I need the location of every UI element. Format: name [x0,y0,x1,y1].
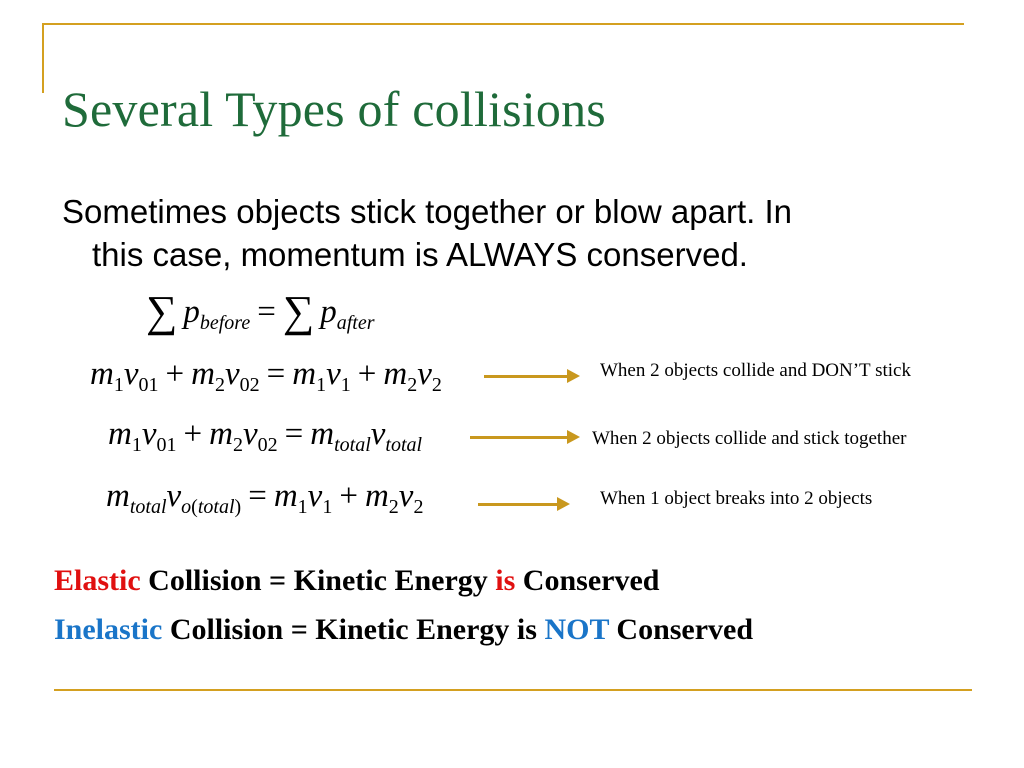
m-symbol: m [273,478,298,514]
subscript: 02 [257,434,278,456]
subscript: 2 [413,496,424,518]
intro-text [62,190,942,276]
v-symbol: v [224,356,240,392]
subscript: 1 [131,434,142,456]
m-symbol: m [108,416,132,452]
note-elastic: When 2 objects collide and DON’T stick [600,360,911,381]
p-symbol: p [183,294,200,330]
equals-sign: = [257,294,276,330]
plus-sign: + [357,356,377,392]
definition-text: Collision = Kinetic Energy is [162,613,545,646]
v-symbol: v [398,478,414,514]
v-symbol: v [242,416,258,452]
intro-line-1: Sometimes objects stick together or blow apart. In [62,193,792,230]
m-symbol: m [364,478,389,514]
arrow-right-icon [470,430,580,444]
p-symbol: p [320,294,337,330]
sub-before: before [199,312,251,334]
paren: ( [191,496,198,518]
v-symbol: v [123,356,139,392]
elastic-equation [90,356,442,396]
v-symbol: v [417,356,432,392]
m-symbol: m [209,416,233,452]
inelastic-term: Inelastic [54,613,163,646]
plus-sign: + [339,478,358,514]
definition-text: Conserved [608,613,754,646]
subscript: 2 [388,496,399,518]
elastic-definition [54,564,659,598]
sigma-symbol: ∑ [146,287,178,336]
subscript: 2 [232,434,243,456]
not-word: NOT [544,613,609,646]
m-symbol: m [106,478,130,514]
subscript: 1 [316,374,327,396]
subscript: 1 [297,496,308,518]
m-symbol: m [310,416,335,452]
inelastic-definition [54,613,753,647]
subscript: 01 [156,434,177,456]
explosion-equation [106,478,424,518]
v-symbol: v [326,356,341,392]
subscript: total [129,496,167,518]
subscript: total [334,434,371,456]
is-word: is [495,564,516,597]
subscript: o [181,496,192,518]
note-breaks-apart: When 1 object breaks into 2 objects [600,488,873,509]
top-rule [42,23,964,25]
subscript: 1 [113,374,124,396]
m-symbol: m [383,356,408,392]
perfectly-inelastic-equation [108,416,423,456]
sigma-symbol: ∑ [282,287,315,336]
v-symbol: v [370,416,386,452]
bottom-rule [54,689,972,691]
left-rule [42,23,44,93]
subscript: 2 [407,374,418,396]
subscript: 01 [138,374,159,396]
subscript: 02 [239,374,260,396]
subscript: 1 [340,374,351,396]
m-symbol: m [292,356,317,392]
plus-sign: + [183,416,203,452]
definition-text: Conserved [515,564,660,597]
subscript: 2 [431,374,442,396]
equals-sign: = [248,478,267,514]
v-symbol: v [307,478,323,514]
subscript: 1 [322,496,333,518]
definition-text: Collision = Kinetic Energy [140,564,496,597]
elastic-term: Elastic [54,564,141,597]
arrow-right-icon [478,497,570,511]
equals-sign: = [284,416,304,452]
momentum-sum-equation [146,286,375,337]
slide-title: Several Types of collisions [62,81,606,137]
m-symbol: m [90,356,114,392]
equals-sign: = [266,356,286,392]
subscript: total [385,434,423,456]
subscript: total [197,496,235,518]
note-stick-together: When 2 objects collide and stick together [592,428,907,449]
v-symbol: v [166,478,182,514]
intro-line-2: this case, momentum is ALWAYS conserved. [92,236,748,273]
paren: ) [234,496,242,518]
subscript: 2 [214,374,225,396]
arrow-right-icon [484,369,580,383]
m-symbol: m [191,356,215,392]
plus-sign: + [165,356,185,392]
v-symbol: v [141,416,157,452]
sub-after: after [336,312,375,334]
